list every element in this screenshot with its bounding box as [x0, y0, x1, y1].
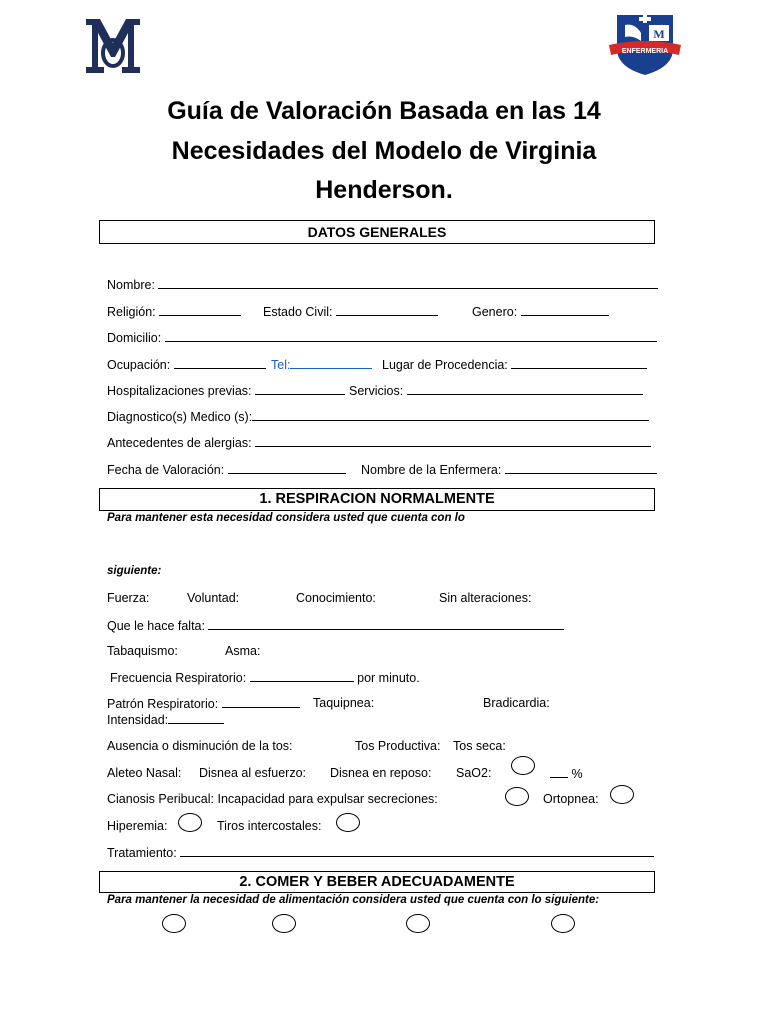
sao2-field[interactable] — [550, 766, 568, 778]
disnea-reposo-label: Disnea en reposo: — [330, 766, 432, 780]
servicios-field[interactable] — [407, 383, 643, 395]
seccion1-intro-2: siguiente: — [107, 565, 162, 577]
logo-text: ENFERMERIA — [621, 48, 669, 55]
diagnostico-row — [107, 409, 649, 424]
intensidad-label: Intensidad: — [107, 713, 169, 727]
hospitalizaciones-field[interactable] — [255, 383, 345, 395]
bradicardia-label: Bradicardia: — [483, 696, 550, 710]
frecuencia-label: Frecuencia Respiratorio: — [110, 671, 247, 685]
diagnostico-field[interactable] — [252, 409, 649, 421]
tel-link[interactable]: Tel: — [271, 358, 291, 372]
intensidad-row — [107, 712, 224, 727]
patron-field[interactable] — [222, 696, 300, 708]
nombre-field[interactable] — [158, 277, 658, 289]
religion-field[interactable] — [159, 304, 241, 316]
domicilio-row — [107, 330, 657, 345]
fuerza-label: Fuerza: — [107, 591, 150, 605]
alergias-label: Antecedentes de alergias: — [107, 436, 252, 450]
sao2-checkbox[interactable] — [511, 756, 535, 775]
alergias-row — [107, 435, 651, 450]
title-line-1: Guía de Valoración Basada en las 14 — [167, 97, 601, 125]
falta-label: Que le hace falta: — [107, 619, 205, 633]
domicilio-label: Domicilio: — [107, 331, 162, 345]
nombre-label: Nombre: — [107, 278, 155, 292]
frecuencia-row — [110, 670, 420, 685]
tratamiento-row — [107, 845, 654, 860]
falta-field[interactable] — [208, 618, 564, 630]
ocupacion-field[interactable] — [174, 357, 266, 369]
institution-logo — [84, 17, 142, 75]
tabaquismo-label: Tabaquismo: — [107, 644, 178, 658]
tos-productiva-label: Tos Productiva: — [355, 739, 441, 753]
seccion2-heading: 2. COMER Y BEBER ADECUADAMENTE — [99, 871, 655, 893]
genero-label: Genero: — [472, 305, 518, 319]
fecha-field[interactable] — [228, 462, 346, 474]
hiperemia-checkbox[interactable] — [178, 813, 202, 832]
tos-seca-label: Tos seca: — [453, 739, 506, 753]
genero-row — [472, 304, 609, 319]
ausencia-label: Ausencia o disminución de la tos: — [107, 739, 293, 753]
servicios-label: Servicios: — [349, 384, 404, 398]
institution-logo-mark — [84, 17, 142, 75]
taquipnea-label: Taquipnea: — [313, 696, 375, 710]
hiperemia-label: Hiperemia: — [107, 819, 168, 833]
voluntad-label: Voluntad: — [187, 591, 240, 605]
tiros-checkbox[interactable] — [336, 813, 360, 832]
incapacidad-checkbox[interactable] — [505, 787, 529, 806]
enfermera-row — [361, 462, 657, 477]
asma-label: Asma: — [225, 644, 261, 658]
religion-row — [107, 304, 241, 319]
percent-label: % — [571, 767, 583, 781]
lugar-row — [382, 357, 647, 372]
ocupacion-label: Ocupación: — [107, 358, 171, 372]
hospitalizaciones-label: Hospitalizaciones previas: — [107, 384, 252, 398]
genero-field[interactable] — [521, 304, 609, 316]
ortopnea-label: Ortopnea: — [543, 792, 599, 806]
estado-civil-label: Estado Civil: — [263, 305, 333, 319]
title-line-3: Henderson. — [315, 176, 453, 204]
fecha-row — [107, 462, 346, 477]
intensidad-field[interactable] — [168, 712, 224, 724]
hospitalizaciones-row — [107, 383, 345, 398]
tratamiento-label: Tratamiento: — [107, 846, 177, 860]
seccion1-intro-1: Para mantener esta necesidad considera usted que cuenta con lo — [107, 512, 465, 524]
frecuencia-field[interactable] — [250, 670, 354, 682]
seccion1-heading: 1. RESPIRACION NORMALMENTE — [99, 488, 655, 511]
diagnostico-label: Diagnostico(s) Medico (s): — [107, 410, 253, 424]
logo-letter: M — [653, 27, 665, 41]
alergias-field[interactable] — [255, 435, 651, 447]
por-minuto-label: por minuto. — [357, 671, 420, 685]
enfermera-label: Nombre de la Enfermera: — [361, 463, 502, 477]
fecha-label: Fecha de Valoración: — [107, 463, 225, 477]
seccion2-checkbox-1[interactable] — [162, 914, 186, 933]
disnea-esfuerzo-label: Disnea al esfuerzo: — [199, 766, 307, 780]
aleteo-label: Aleteo Nasal: — [107, 766, 182, 780]
tiros-label: Tiros intercostales: — [217, 819, 322, 833]
ortopnea-checkbox[interactable] — [610, 785, 634, 804]
estado-civil-row — [263, 304, 438, 319]
cianosis-label: Cianosis Peribucal: Incapacidad para expulsar secreciones: — [107, 792, 438, 806]
tel-row — [271, 357, 372, 372]
estado-civil-field[interactable] — [336, 304, 438, 316]
sin-alteraciones-label: Sin alteraciones: — [439, 591, 532, 605]
domicilio-field[interactable] — [165, 330, 657, 342]
sao2-row — [550, 766, 583, 781]
tratamiento-field[interactable] — [180, 845, 654, 857]
seccion2-checkbox-2[interactable] — [272, 914, 296, 933]
datos-generales-heading: DATOS GENERALES — [99, 220, 655, 244]
enfermera-field[interactable] — [505, 462, 657, 474]
nombre-row — [107, 277, 658, 292]
enfermeria-logo — [609, 13, 681, 77]
seccion2-checkbox-3[interactable] — [406, 914, 430, 933]
tel-field[interactable] — [290, 357, 372, 369]
ocupacion-row — [107, 357, 266, 372]
religion-label: Religión: — [107, 305, 156, 319]
conocimiento-label: Conocimiento: — [296, 591, 376, 605]
lugar-field[interactable] — [511, 357, 647, 369]
sao2-label: SaO2: — [456, 766, 492, 780]
seccion2-checkbox-4[interactable] — [551, 914, 575, 933]
patron-label: Patrón Respiratorio: — [107, 697, 219, 711]
title-line-2: Necesidades del Modelo de Virginia — [171, 137, 597, 165]
patron-row — [107, 696, 300, 711]
lugar-label: Lugar de Procedencia: — [382, 358, 508, 372]
servicios-row — [349, 383, 643, 398]
falta-row — [107, 618, 564, 633]
seccion2-intro: Para mantener la necesidad de alimentación considera usted que cuenta con lo siguiente: — [107, 894, 600, 906]
enfermeria-shield — [609, 13, 681, 77]
